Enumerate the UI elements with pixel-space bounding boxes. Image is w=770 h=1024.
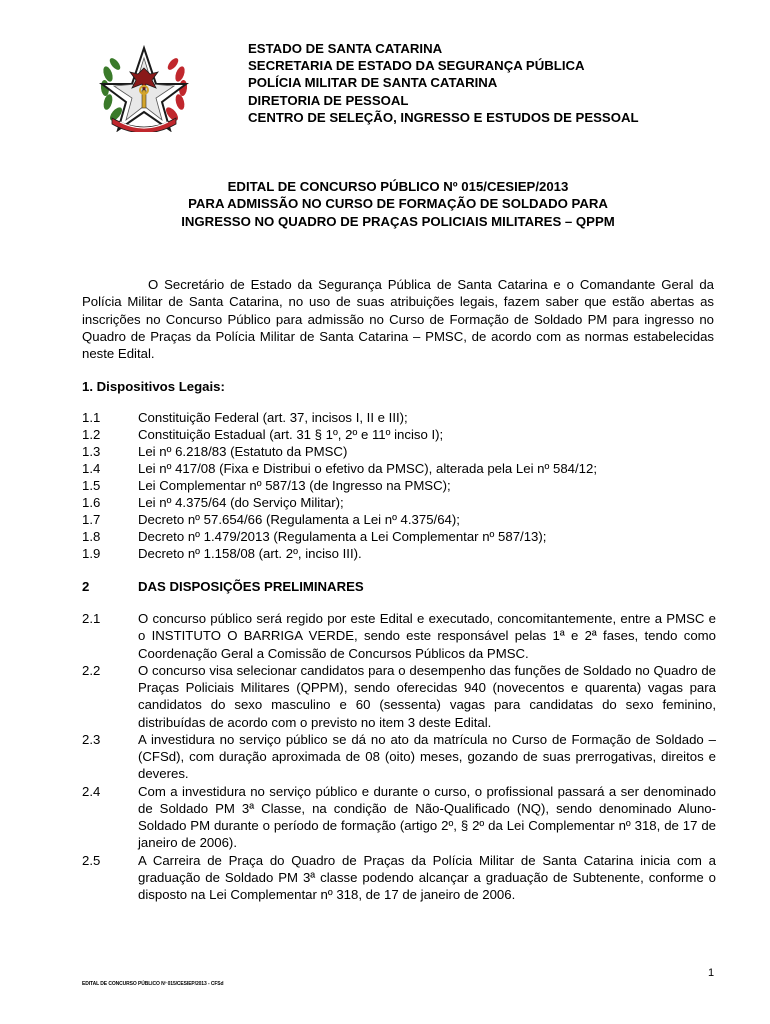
- item-text: Decreto nº 1.158/08 (art. 2º, inciso III).: [138, 545, 362, 561]
- title-line: EDITAL DE CONCURSO PÚBLICO Nº 015/CESIEP/2013: [227, 179, 569, 194]
- list-item: [82, 444, 722, 461]
- item-text: O concurso visa selecionar candidatos para o desempenho das funções de Soldado no Quadro de Praças Policiais Militares (QPPM), sendo oferecidas 940 (novecentos e quarenta) vagas para candidatos do sexo masculino e 60 (sessenta) vagas para candidatas do sexo feminino, distribuídas de acordo com o previsto no item 3 deste Edital.: [138, 662, 716, 730]
- list-item: [82, 662, 716, 731]
- edital-title: [82, 178, 714, 230]
- list-item: [82, 852, 716, 904]
- header-line-directorate: DIRETORIA DE PESSOAL: [248, 92, 409, 108]
- item-text: Lei nº 4.375/64 (do Serviço Militar);: [138, 494, 344, 510]
- item-text: Constituição Federal (art. 37, incisos I, II e III);: [138, 410, 408, 425]
- list-item: [82, 512, 722, 529]
- institution-header: [248, 40, 639, 126]
- item-text: Com a investidura no serviço público e durante o curso, o profissional passará a ser denominado de Soldado PM 3ª Classe, na condição de Não-Qualificado (NQ), sendo denominado Aluno-Soldado PM durante o período de formação (artigo 2º, § 2º da Lei Complementar nº 318, de 17 de janeiro de 2006).: [138, 783, 716, 851]
- list-item: [82, 495, 722, 512]
- item-text: Lei Complementar nº 587/13 (de Ingresso na PMSC);: [138, 477, 451, 493]
- footer-reference: EDITAL DE CONCURSO PÚBLICO Nº 015/CESIEP/2013 - CFSd: [82, 981, 224, 987]
- list-item: [82, 731, 716, 783]
- header-line-police: POLÍCIA MILITAR DE SANTA CATARINA: [248, 75, 498, 91]
- item-number: 2.3: [82, 731, 101, 747]
- item-number: 2.1: [82, 611, 101, 626]
- item-number: 1.7: [82, 511, 101, 527]
- intro-paragraph: O Secretário de Estado da Segurança Pública de Santa Catarina e o Comandante Geral da Polícia Militar de Santa Catarina, no uso de suas atribuições legais, fazem saber que estão abertas as inscrições no Concurso Público para admissão no Curso de Formação de Soldado PM para ingresso no Quadro de Praças da Polícia Militar de Santa Catarina – PMSC, de acordo com as normas estabelecidas neste Edital.: [82, 277, 714, 362]
- list-item: [82, 427, 722, 444]
- list-item: [82, 610, 716, 662]
- list-item: [82, 529, 722, 546]
- section-1-heading: 1. Dispositivos Legais:: [82, 379, 225, 394]
- list-item: [82, 410, 722, 427]
- item-text: O concurso público será regido por este Edital e executado, concomitantemente, entre a PMSC e o INSTITUTO O BARRIGA VERDE, sendo este responsável pelas 1ª e 2ª fases, tendo como Coordenação Geral a Comissão de Concursos Públicos da PMSC.: [138, 611, 716, 661]
- preliminary-provisions-list: [82, 610, 716, 903]
- section-title: DAS DISPOSIÇÕES PRELIMINARES: [138, 579, 364, 594]
- item-number: 1.9: [82, 545, 101, 561]
- list-item: [82, 546, 722, 563]
- item-text: Decreto nº 57.654/66 (Regulamenta a Lei nº 4.375/64);: [138, 511, 460, 527]
- item-number: 2.2: [82, 662, 101, 678]
- item-number: 1.3: [82, 443, 101, 459]
- item-text: Constituição Estadual (art. 31 § 1º, 2º e 11º inciso I);: [138, 426, 444, 442]
- item-number: 1.2: [82, 426, 101, 442]
- list-item: [82, 478, 722, 495]
- item-number: 2.4: [82, 783, 101, 799]
- item-number: 1.5: [82, 477, 101, 493]
- item-text: Lei nº 417/08 (Fixa e Distribui o efetivo da PMSC), alterada pela Lei nº 584/12;: [138, 460, 597, 476]
- section-number: 2: [82, 579, 90, 594]
- item-number: 1.1: [82, 410, 101, 425]
- header-line-center: CENTRO DE SELEÇÃO, INGRESSO E ESTUDOS DE PESSOAL: [248, 109, 639, 125]
- legal-provisions-list: [82, 410, 722, 563]
- item-text: A Carreira de Praça do Quadro de Praças da Polícia Militar de Santa Catarina inicia com a graduação de Soldado PM 3ª classe podendo alcançar a graduação de Subtenente, conforme o disposto na Lei Complementar nº 318, de 17 de janeiro de 2006.: [138, 852, 716, 902]
- list-item: [82, 783, 716, 852]
- item-number: 2.5: [82, 852, 101, 868]
- header-line-state: ESTADO DE SANTA CATARINA: [248, 41, 443, 56]
- item-number: 1.6: [82, 494, 101, 510]
- title-line: INGRESSO NO QUADRO DE PRAÇAS POLICIAIS MILITARES – QPPM: [181, 213, 615, 229]
- item-text: Lei nº 6.218/83 (Estatuto da PMSC): [138, 443, 348, 459]
- item-number: 1.4: [82, 460, 101, 476]
- state-coat-of-arms-icon: [98, 44, 190, 132]
- header-line-secretariat: SECRETARIA DE ESTADO DA SEGURANÇA PÚBLICA: [248, 58, 585, 74]
- page-number: 1: [708, 967, 715, 979]
- item-number: 1.8: [82, 528, 101, 544]
- section-2-heading: [82, 578, 364, 595]
- item-text: Decreto nº 1.479/2013 (Regulamenta a Lei Complementar nº 587/13);: [138, 528, 547, 544]
- title-line: PARA ADMISSÃO NO CURSO DE FORMAÇÃO DE SOLDADO PARA: [188, 196, 608, 212]
- item-text: A investidura no serviço público se dá no ato da matrícula no Curso de Formação de Soldado – (CFSd), com duração aproximada de 08 (oito) meses, gozando de suas prerrogativas, direitos e deveres.: [138, 731, 716, 782]
- list-item: [82, 461, 722, 478]
